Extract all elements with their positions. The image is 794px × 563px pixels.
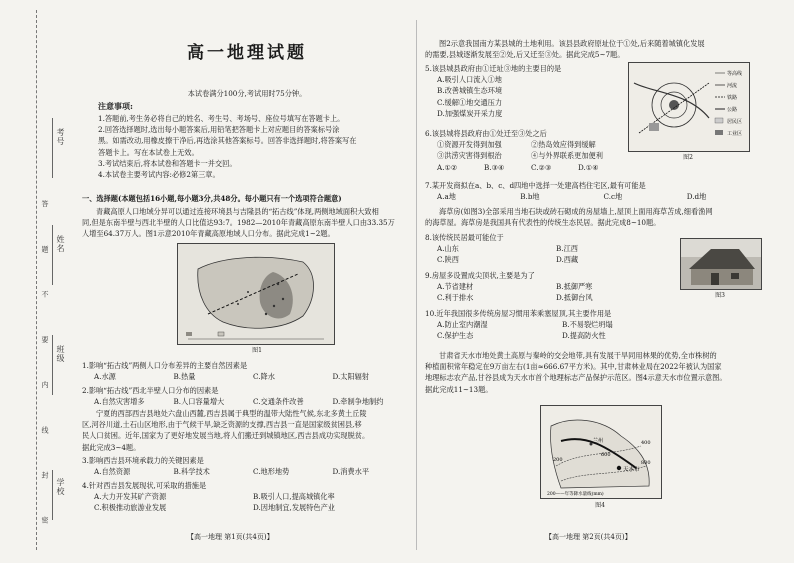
intro-line: 人增至64.37万人。图1示意2010年青藏高原地域人口分布。据此完成1~2题。 xyxy=(82,229,335,239)
question-4-options-row-2 xyxy=(82,502,412,513)
notice-line: 3.考试结束后,将本试卷和答题卡一并交回。 xyxy=(98,158,237,168)
question-7 xyxy=(425,180,770,202)
question-3-options xyxy=(82,466,412,477)
intro-line: 民人口贫困。近年,国家为了更好地发展当地,将人们搬迁到城镇地区,西吉县成功实现脱贫。 xyxy=(82,431,370,441)
statement-4: ④与外界联系更加便利 xyxy=(531,151,603,161)
intro-paragraph-1 xyxy=(82,206,412,240)
intro-line: 的需要,县城逐渐发展至②处,后又迁至③处。据此完成5~7题。 xyxy=(425,50,625,60)
isohyet-600: 600 xyxy=(601,452,611,458)
question-stem: 3.影响西吉县环境承载力的关键因素是 xyxy=(82,456,204,465)
section-one-heading: 一、选择题(本题包括16小题,每小题3分,共48分。每小题只有一个选项符合题意) xyxy=(82,194,342,203)
option-a[interactable]: A.节省建材 xyxy=(437,282,474,292)
question-8 xyxy=(425,232,675,266)
question-6-statements-1 xyxy=(425,139,625,150)
question-stem: 2.影响“拓古线”西北半壁人口分布的因素是 xyxy=(82,386,219,395)
question-6 xyxy=(425,128,625,173)
question-3 xyxy=(82,455,412,477)
question-9-options-row-1 xyxy=(425,281,675,292)
question-1 xyxy=(82,360,412,382)
figure-3-photo xyxy=(680,238,762,290)
seaweed-house-illustration xyxy=(681,239,761,289)
intro-line: 据此完成3~4题。 xyxy=(82,442,141,452)
plateau-population-map xyxy=(178,244,334,344)
question-stem: 4.针对西吉县发展现状,可采取的措施是 xyxy=(82,481,207,490)
question-4 xyxy=(82,480,412,514)
banji-line xyxy=(52,335,53,395)
question-4-options-row-1 xyxy=(82,491,412,502)
intro-line: 地理标志农产品,甘谷县成为天水市首个地理标志产品保护示范区。图4示意天水市位置示意图。 xyxy=(425,373,727,383)
intro-paragraph-5 xyxy=(425,350,770,395)
city-label-lanzhou: 兰州 xyxy=(593,438,604,444)
kaohao-label: 考号 xyxy=(56,128,65,146)
intro-line: 的海草屋。海草房是我国具有代表性的传统生态民居。据此完成8~10题。 xyxy=(425,218,661,228)
question-10 xyxy=(425,308,770,342)
option-a[interactable]: A.水源 xyxy=(94,372,116,382)
xingming-label: 姓名 xyxy=(56,235,65,253)
option-b[interactable]: B.人口容量增大 xyxy=(173,397,225,407)
legend-river: 河流 xyxy=(727,83,738,89)
exam-title: 高一地理试题 xyxy=(187,43,307,63)
option-c[interactable]: C.降水 xyxy=(253,372,275,382)
statement-1: ①资源开发得到加强 xyxy=(437,140,502,150)
question-1-options xyxy=(82,371,412,382)
option-a[interactable]: A.a地 xyxy=(437,192,456,202)
option-b[interactable]: B.吸引人口,提高城镇化率 xyxy=(253,492,335,502)
option-d[interactable]: D.因地制宜,发展特色产业 xyxy=(253,503,335,513)
binding-strip xyxy=(0,0,72,563)
question-5 xyxy=(425,63,625,119)
option-a[interactable]: A.山东 xyxy=(437,244,459,254)
page-one xyxy=(82,0,412,563)
legend-road: 公路 xyxy=(727,107,738,113)
option-b[interactable]: B.抵御严寒 xyxy=(556,282,593,292)
statement-3: ③洪涝灾害得到根治 xyxy=(437,151,502,161)
option-d[interactable]: D.消费水平 xyxy=(332,467,370,477)
option-b[interactable]: B.科学技术 xyxy=(173,467,210,477)
option-d[interactable]: D.抵御台风 xyxy=(556,293,593,303)
question-8-options-row-2 xyxy=(425,254,675,265)
option-d[interactable]: D.①④ xyxy=(578,162,599,172)
legend-residential: 居民区 xyxy=(727,119,743,125)
legend-railway: 铁路 xyxy=(727,95,738,101)
kaohao-line xyxy=(52,118,53,178)
intro-line: 区,河谷川道,土石山区地形,由于气候干旱,缺乏资源的支撑,西吉县一直是国家级贫困县,移 xyxy=(82,420,362,430)
option-a[interactable]: A.①② xyxy=(437,162,458,172)
isohyet-200: 200 xyxy=(553,457,563,463)
legend-industrial: 工业区 xyxy=(727,131,743,137)
intro-line: 同,但是东南半壁与西北半壁的人口比值达93:7。1982—2010年青藏高原东南半壁人口由33.35万 xyxy=(82,218,395,228)
question-9 xyxy=(425,270,675,304)
option-c[interactable]: C.②③ xyxy=(531,162,552,172)
figure-1-caption: 图1 xyxy=(252,347,262,354)
question-stem: 5.该县城县政府由①迁址③地的主要目的是 xyxy=(425,64,562,73)
option-c[interactable]: C.积极推动旅游业发展 xyxy=(94,503,167,513)
intro-paragraph-2 xyxy=(82,408,412,453)
option-d[interactable]: D.太阳辐射 xyxy=(332,372,370,382)
notice-line: 4.本试卷主要考试内容:必修2第三章。 xyxy=(98,170,220,180)
city-label-tianshui: 天水市 xyxy=(623,467,640,473)
option-c[interactable]: C.c地 xyxy=(603,192,623,202)
intro-paragraph-4 xyxy=(425,206,770,228)
xuexiao-label: 学校 xyxy=(56,478,65,496)
option-b[interactable]: B.改善城镇生态环境 xyxy=(437,86,503,96)
notice-line: 答题卡上。写在本试卷上无效。 xyxy=(98,147,199,157)
notice-title: 注意事项: xyxy=(98,101,133,111)
option-b[interactable]: B.热量 xyxy=(173,372,196,382)
isohyet-800: 800 xyxy=(641,460,651,466)
figure-2-caption: 图2 xyxy=(683,154,693,161)
option-a[interactable]: A.大力开发其矿产资源 xyxy=(94,492,167,502)
intro-paragraph-3 xyxy=(425,38,770,60)
intro-line: 青藏高原人口地域分异可以通过连接环境县与吉隆县的“拓古线”体现,两侧地域面积大致相 xyxy=(96,207,379,216)
intro-line: 海草房(如图3)全部采用当地石块或砖石砌成的房屋墙上,屋顶上面用海草苫成,细看渔网 xyxy=(439,207,713,216)
option-d[interactable]: D.d地 xyxy=(686,192,707,202)
question-stem: 7.某开发商拟在a、b、c、d四地中选择一处建高档住宅区,最有可能是 xyxy=(425,181,646,190)
figure-4-map xyxy=(540,405,662,499)
intro-line: 据此完成11~13题。 xyxy=(425,384,493,394)
page-2-footer: 【高一地理 第2页(共4页)】 xyxy=(545,533,632,541)
tianshui-location-map xyxy=(541,406,661,498)
question-2 xyxy=(82,385,412,407)
seal-dashed-line xyxy=(36,10,37,550)
option-a[interactable]: A.自然灾害增多 xyxy=(94,397,145,407)
option-d[interactable]: D.西藏 xyxy=(556,255,579,265)
intro-line: 宁夏的西部西吉县地处六盘山西麓,西吉县属于典型的温带大陆性气候,东北多黄土丘陵 xyxy=(96,409,367,418)
page-two xyxy=(425,0,770,563)
exam-subtitle: 本试卷满分100分,考试用时75分钟。 xyxy=(187,89,307,98)
land-use-map xyxy=(629,63,749,151)
banji-label: 班级 xyxy=(56,345,65,363)
page-1-footer: 【高一地理 第1页(共4页)】 xyxy=(187,533,274,541)
legend-isohyet: 200——年等降水量线(mm) xyxy=(547,492,604,497)
question-10-options-row-1 xyxy=(425,319,687,330)
question-stem: 6.该县城将县政府由①处迁至③处之后 xyxy=(425,129,547,138)
statement-2: ②热岛效应得到缓解 xyxy=(531,140,596,150)
page-divider xyxy=(416,20,417,550)
xuexiao-line xyxy=(52,470,53,520)
question-stem: 1.影响“拓古线”两侧人口分布差异的主要自然因素是 xyxy=(82,361,248,370)
question-6-statements-2 xyxy=(425,150,625,161)
question-6-options xyxy=(425,162,625,173)
option-c[interactable]: C.缓解①地交通压力 xyxy=(437,97,503,107)
question-2-options xyxy=(82,396,412,407)
question-stem: 10.近年我国很多传统房屋习惯用苯乘塞屋顶,其主要作用是 xyxy=(425,309,612,318)
notice-list xyxy=(98,113,410,180)
figure-3-caption: 图3 xyxy=(715,292,725,299)
question-stem: 8.该传统民居最可能位于 xyxy=(425,233,504,242)
option-d[interactable]: D.牵制争地制约 xyxy=(332,397,384,407)
figure-2-county-map xyxy=(628,62,750,152)
option-a[interactable]: A.吸引人口流入①地 xyxy=(437,75,502,85)
option-d[interactable]: D.加强煤炭开采力度 xyxy=(437,108,503,118)
notice-line: 黑。如需改动,用橡皮擦干净后,再选涂其他答案标号。回答非选择题时,将答案写在 xyxy=(98,136,357,146)
option-c[interactable]: C.利于排水 xyxy=(437,293,474,303)
figure-1-map xyxy=(177,243,335,345)
option-c[interactable]: C.陕西 xyxy=(437,255,459,265)
xingming-line xyxy=(52,225,53,285)
question-7-options xyxy=(425,191,770,202)
notice-line: 2.回答选择题时,选出每小题答案后,用铅笔把答题卡上对应题目的答案标号涂 xyxy=(98,125,340,135)
intro-line: 甘肃省天水市地处黄土高原与秦岭的交会地带,具有发展干旱同用林果的优势,全市株树的 xyxy=(439,351,717,360)
intro-line: 图2示意我国南方某县城的土地利用。该县县政府原址位于①处,后来随着城镇化发展 xyxy=(439,39,705,48)
question-8-options-row-1 xyxy=(425,243,675,254)
option-b[interactable]: B.不易裂烂坍塌 xyxy=(562,320,613,330)
figure-4-caption: 图4 xyxy=(595,502,605,509)
question-stem: 9.房屋多设置成尖顶状,主要是为了 xyxy=(425,271,535,280)
option-a[interactable]: A.自然资源 xyxy=(94,467,131,477)
question-10-options-row-2 xyxy=(425,330,687,341)
option-c[interactable]: C.保护生态 xyxy=(437,331,474,341)
option-b[interactable]: B.江西 xyxy=(556,244,578,254)
legend-contour: 等高线 xyxy=(727,71,743,77)
option-b[interactable]: B.b地 xyxy=(520,192,540,202)
option-d[interactable]: D.提高防火性 xyxy=(562,331,606,341)
option-a[interactable]: A.防止室内潮湿 xyxy=(437,320,488,330)
isohyet-400: 400 xyxy=(641,440,651,446)
option-b[interactable]: B.③④ xyxy=(484,162,505,172)
option-c[interactable]: C.交通条件改善 xyxy=(253,397,304,407)
question-9-options-row-2 xyxy=(425,292,675,303)
seal-line-label: 答 题 不 要 内 线 封 密 xyxy=(41,200,49,542)
intro-line: 种植面积常年稳定在9万亩左右(1亩≈666.67平方米)。其中,甘肃林业局在2022年被认为国家 xyxy=(425,362,722,372)
option-c[interactable]: C.地形地势 xyxy=(253,467,290,477)
notice-line: 1.答题前,考生务必将自己的姓名、考生号、考场号、座位号填写在答题卡上。 xyxy=(98,114,345,123)
